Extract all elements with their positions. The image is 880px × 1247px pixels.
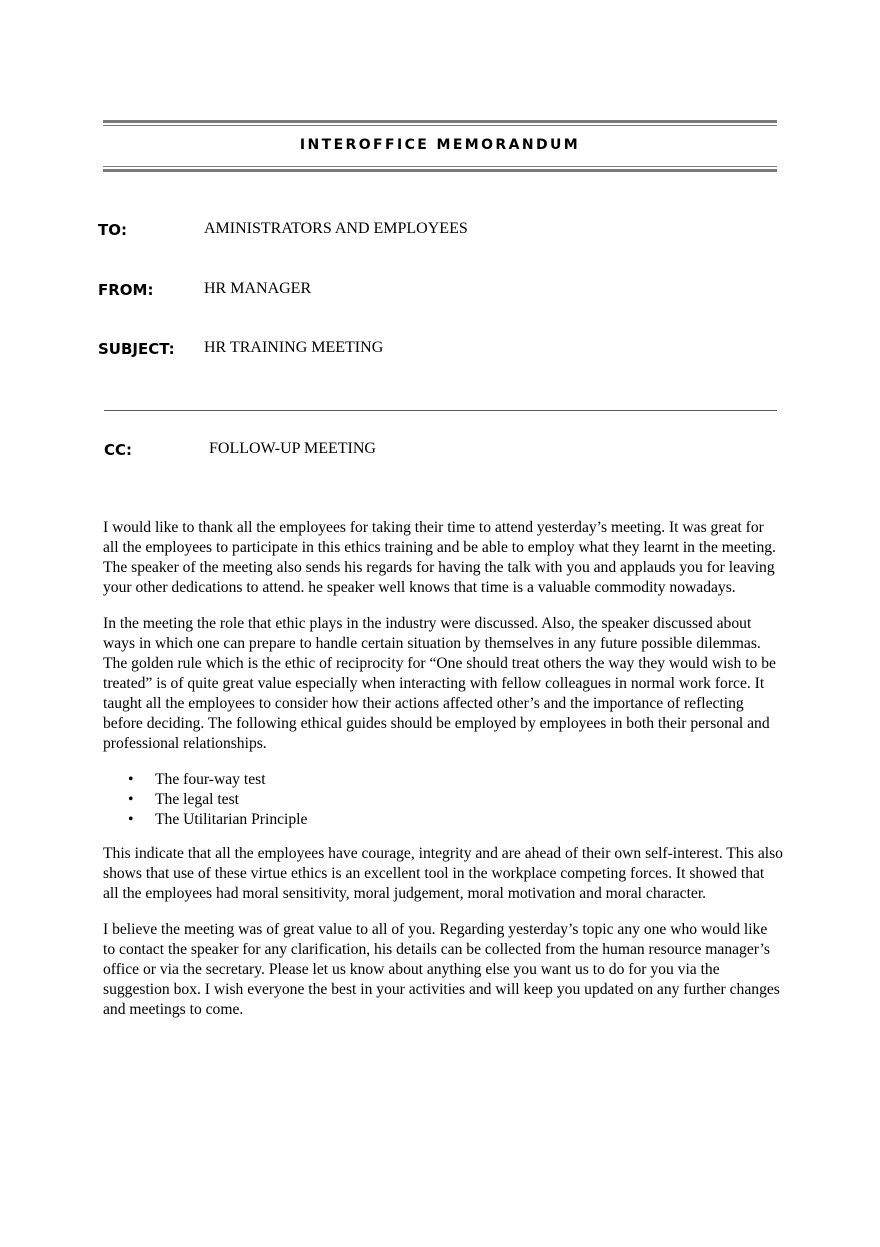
- subject-label: SUBJECT:: [98, 340, 175, 358]
- body-paragraph-1: I would like to thank all the employees for taking their time to attend yesterday’s meeting. It was great for all the employees to participate in this ethics training and be able to employ what they learnt in the meeting. The speaker of the meeting also sends his regards for having the talk with you and applauds you for leaving your other dedications to attend. he speaker well knows that time is a valuable commodity nowadays.: [103, 519, 776, 596]
- list-item: • The Utilitarian Principle: [128, 811, 308, 828]
- body-paragraph-3: This indicate that all the employees have courage, integrity and are ahead of their own self-interest. This also shows that use of these virtue ethics is an excellent tool in the workplace competing forces. It showed that all the employees had moral sensitivity, moral judgement, moral motivation and moral character.: [103, 845, 783, 902]
- body-paragraph-2: In the meeting the role that ethic plays in the industry were discussed. Also, the speaker discussed about ways in which one can prepare to handle certain situation by themselves in any future possible dilemmas. The golden rule which is the ethic of reciprocity for “One should treat others the way they would wish to be treated” is of quite great value especially when interacting with fellow colleagues in normal work force. It taught all the employees to consider how their actions affected other’s and the importance of reflecting before deciding. The following ethical guides should be employed by employees in both their personal and professional relationships.: [103, 615, 776, 752]
- header-separator: [104, 410, 777, 411]
- bullet-icon: •: [128, 811, 134, 828]
- cc-label: CC:: [104, 441, 133, 459]
- bullet-icon: •: [128, 791, 134, 808]
- body-paragraph-4: I believe the meeting was of great value to all of you. Regarding yesterday’s topic any one who would like to contact the speaker for any clarification, his details can be collected from the human resource manager’s office or via the secretary. Please let us know about anything else you want us to do for you via the suggestion box. I wish everyone the best in your activities and will keep you updated on any further changes and meetings to come.: [103, 921, 780, 1018]
- bullet-icon: •: [128, 771, 134, 788]
- list-item: • The legal test: [128, 791, 239, 808]
- title-bottom-rule: [103, 166, 777, 172]
- from-value: HR MANAGER: [204, 280, 312, 297]
- from-label: FROM:: [98, 281, 154, 299]
- ethical-guides-list: [103, 770, 783, 830]
- top-rule: [103, 120, 777, 126]
- memo-body: [103, 518, 783, 1036]
- memo-title: INTEROFFICE MEMORANDUM: [299, 137, 581, 153]
- to-value: AMINISTRATORS AND EMPLOYEES: [204, 220, 468, 237]
- list-item: • The four-way test: [128, 771, 266, 788]
- cc-value: FOLLOW-UP MEETING: [209, 440, 376, 457]
- to-label: TO:: [98, 221, 127, 239]
- subject-value: HR TRAINING MEETING: [204, 339, 384, 356]
